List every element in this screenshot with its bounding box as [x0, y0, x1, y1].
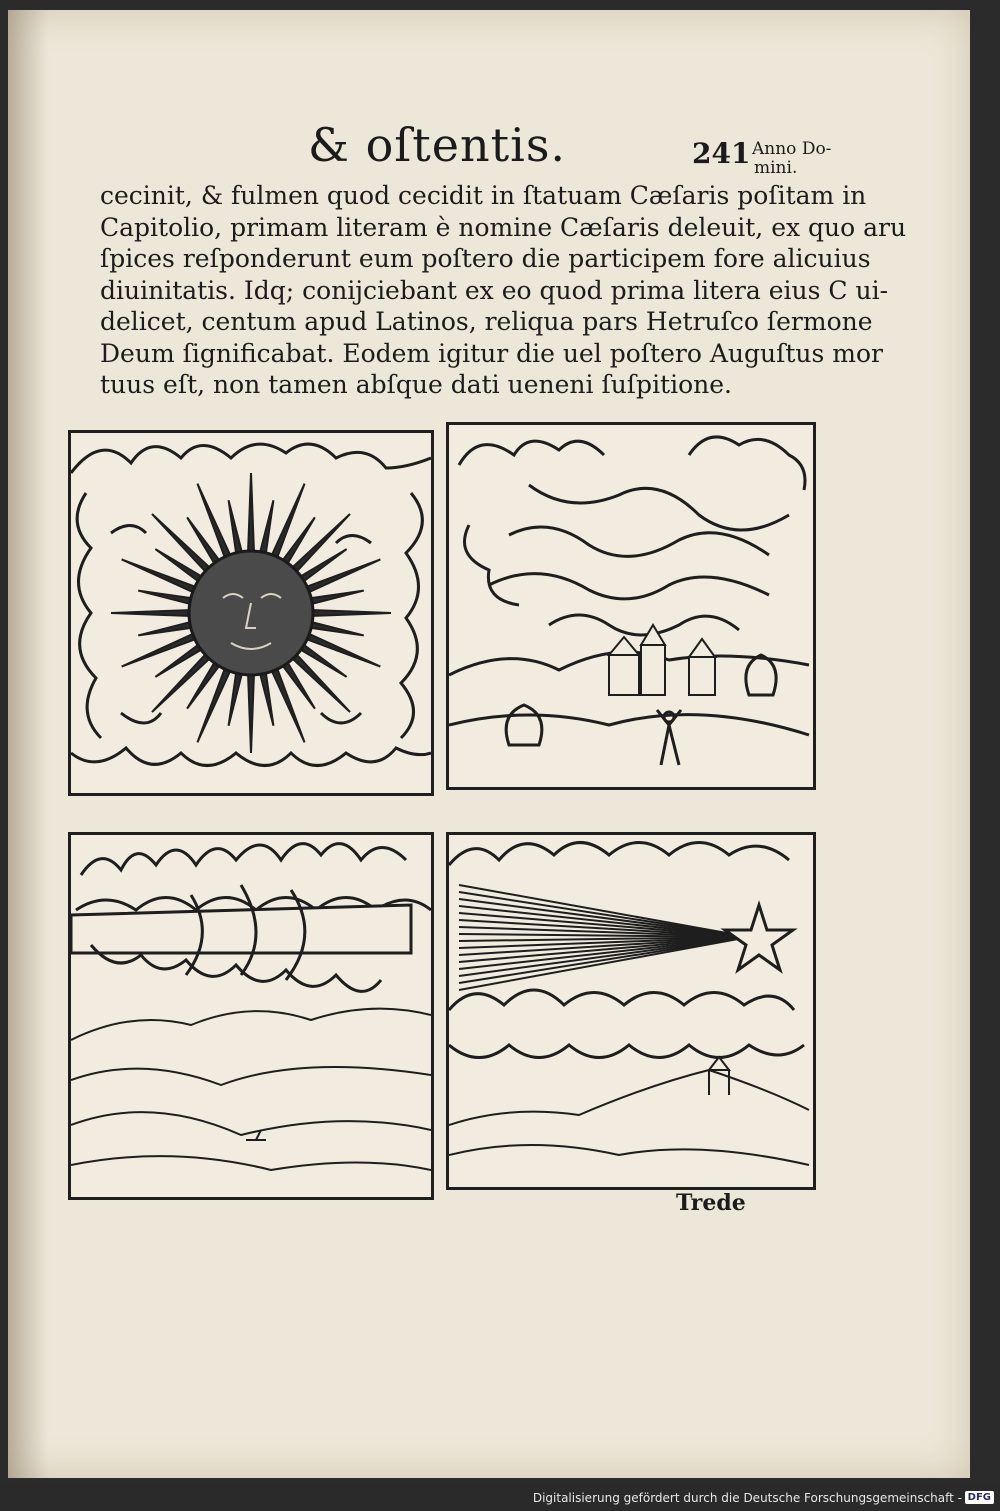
- text-line: cecinit, & fulmen quod cecidit in ſtatuam Cæſaris poſitam in: [100, 181, 867, 210]
- woodcut-comet-image: [446, 832, 816, 1190]
- text-line: delicet, centum apud Latinos, reliqua pars Hetruſco ſermone: [100, 307, 873, 336]
- text-line: Capitolio, primam literam è nomine Cæſaris deleuit, ex quo aru: [100, 212, 907, 242]
- text-line: Deum ſignificabat. Eodem igitur die uel poſtero Auguſtus mor: [100, 338, 883, 368]
- comet-illustration: [449, 835, 813, 1187]
- text-line: tuus eſt, non tamen abſque dati ueneni ſuſpitione.: [100, 370, 732, 399]
- text-line: ſpices reſponderunt eum poſtero die participem fore alicuius: [100, 244, 871, 273]
- page-number: 241: [692, 137, 751, 170]
- book-page: [8, 10, 970, 1478]
- body-text: [100, 180, 907, 401]
- woodcut-burning-beam-image: [68, 832, 434, 1200]
- woodcut-fiery-clouds-image: [446, 422, 816, 790]
- margin-note: [752, 140, 862, 178]
- text-line: diuinitatis. Idq; conijciebant ex eo quod prima litera eius C ui-: [100, 275, 889, 305]
- footer-credit: Digitalisierung gefördert durch die Deutsche Forschungsgemeinschaft -: [532, 1491, 962, 1505]
- margin-note-line: Anno Do-: [752, 139, 832, 159]
- margin-note-line: mini.: [754, 158, 798, 178]
- woodcut-sun-image: [68, 430, 434, 796]
- burning-beam-illustration: [71, 835, 431, 1197]
- running-head: & oſtentis.: [308, 118, 567, 172]
- sun-illustration: [71, 433, 431, 793]
- fiery-clouds-illustration: [449, 425, 813, 787]
- footer-bar: [0, 1486, 1000, 1511]
- catchword: Trede: [676, 1190, 746, 1216]
- dfg-logo-icon: DFG: [965, 1491, 994, 1504]
